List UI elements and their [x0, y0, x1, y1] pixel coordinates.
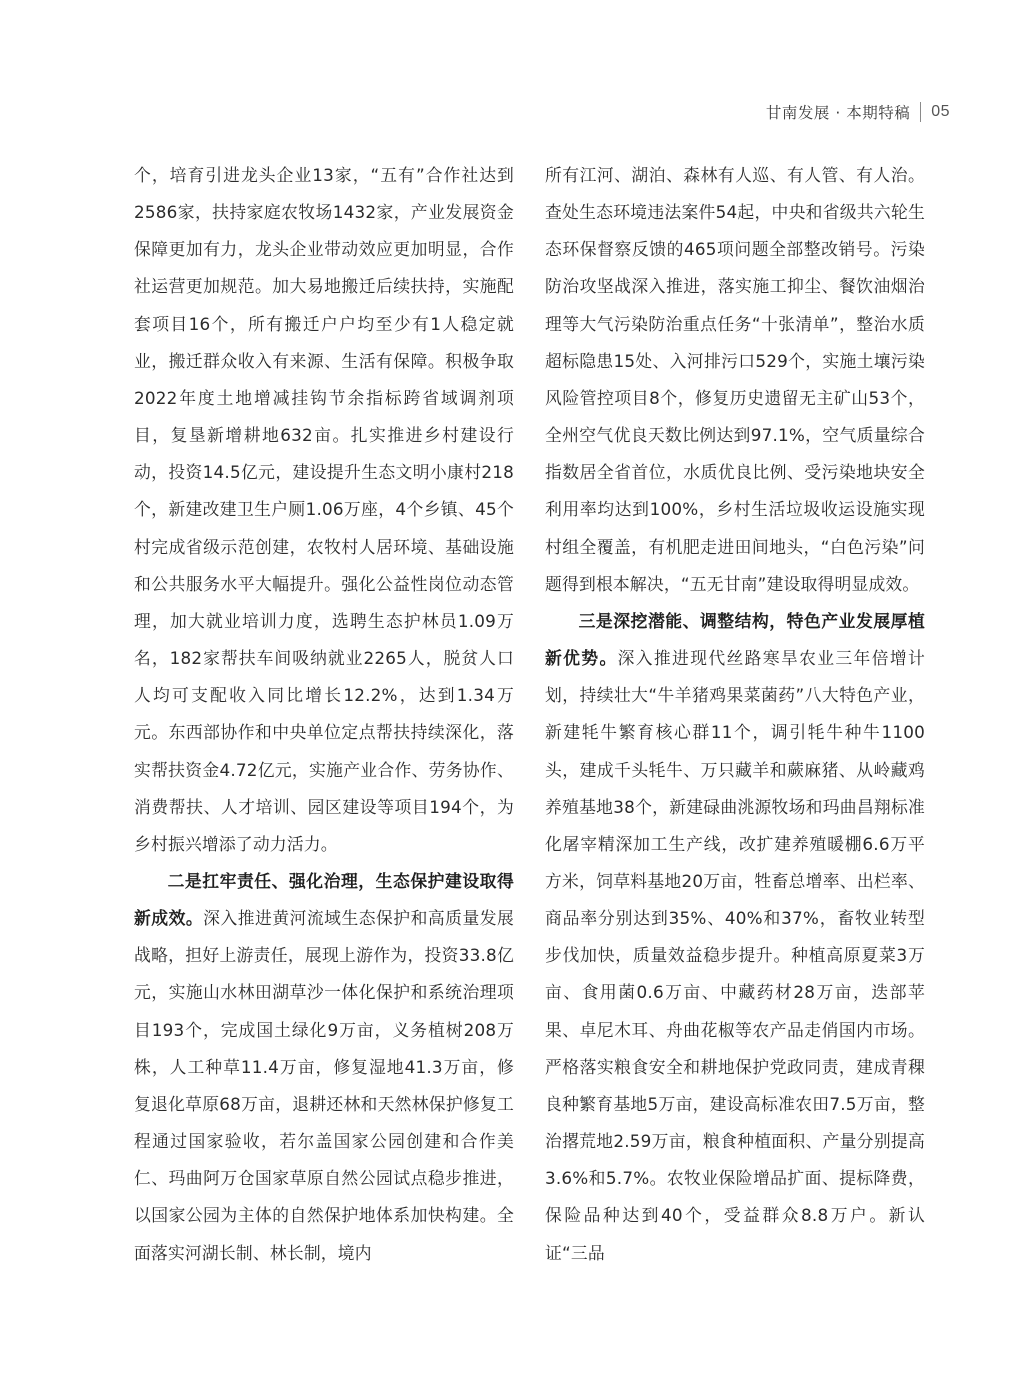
left-paragraph-2 [134, 863, 514, 1272]
header-divider [920, 102, 921, 122]
right-paragraph-1: 所有江河、湖泊、森林有人巡、有人管、有人治。查处生态环境违法案件54起，中央和省级共六轮生态环保督察反馈的465项问题全部整改销号。污染防治攻坚战深入推进，落实施工抑尘、餐饮油烟治理等大气污染防治重点任务“十张清单”，整治水质超标隐患15处、入河排污口529个，实施土壤污染风险管控项目8个，修复历史遗留无主矿山53个，全州空气优良天数比例达到97.1%，空气质量综合指数居全省首位，水质优良比例、受污染地块安全利用率均达到100%，乡村生活垃圾收运设施实现村组全覆盖，有机肥走进田间地头，“白色污染”问题得到根本解决，“五无甘南”建设取得明显成效。 [545, 165, 925, 594]
section-heading-three: 三是深挖潜能、调整结构，特色产业发展厚植新优势。 [545, 610, 925, 669]
right-column [545, 157, 925, 1272]
section-title: 甘南发展 · 本期特稿 [765, 104, 911, 122]
section-body-three: 深入推进现代丝路寒旱农业三年倍增计划，持续壮大“牛羊猪鸡果菜菌药”八大特色产业，新建牦牛繁育核心群11个，调引牦牛种牛1100头，建成千头牦牛、万只藏羊和蕨麻猪、从岭藏鸡养殖基地38个，新建碌曲洮源牧场和玛曲昌翔标准化屠宰精深加工生产线，改扩建养殖暖棚6.6万平方米，饲草料基地20万亩，牲畜总增率、出栏率、商品率分别达到35%、40%和37%，畜牧业转型步伐加快，质量效益稳步提升。种植高原夏菜3万亩、食用菌0.6万亩、中藏药材28万亩，迭部苹果、卓尼木耳、舟曲花椒等农产品走俏国内市场。严格落实粮食安全和耕地保护党政同责，建成青稞良种繁育基地5万亩，建设高标准农田7.5万亩，整治撂荒地2.59万亩，粮食种植面积、产量分别提高3.6%和5.7%。农牧业保险增品扩面、提标降费，保险品种达到40个，受益群众8.8万户。新认证“三品 [545, 648, 925, 1263]
left-column [134, 157, 514, 1272]
left-paragraph-1: 个，培育引进龙头企业13家，“五有”合作社达到2586家，扶持家庭农牧场1432家，产业发展资金保障更加有力，龙头企业带动效应更加明显，合作社运营更加规范。加大易地搬迁后续扶持，实施配套项目16个，所有搬迁户户均至少有1人稳定就业，搬迁群众收入有来源、生活有保障。积极争取2022年度土地增减挂钩节余指标跨省域调剂项目，复垦新增耕地632亩。扎实推进乡村建设行动，投资14.5亿元，建设提升生态文明小康村218个，新建改建卫生户厕1.06万座，4个乡镇、45个村完成省级示范创建，农牧村人居环境、基础设施和公共服务水平大幅提升。强化公益性岗位动态管理，加大就业培训力度，选聘生态护林员1.09万名，182家帮扶车间吸纳就业2265人，脱贫人口人均可支配收入同比增长12.2%，达到1.34万元。东西部协作和中央单位定点帮扶持续深化，落实帮扶资金4.72亿元，实施产业合作、劳务协作、消费帮扶、人才培训、园区建设等项目194个，为乡村振兴增添了动力活力。 [134, 165, 514, 854]
page-number: 05 [931, 103, 950, 120]
right-paragraph-2 [545, 603, 925, 1272]
running-header [766, 98, 950, 126]
section-heading-two: 二是扛牢责任、强化治理，生态保护建设取得新成效。 [134, 870, 514, 929]
section-body-two: 深入推进黄河流域生态保护和高质量发展战略，担好上游责任，展现上游作为，投资33.8亿元，实施山水林田湖草沙一体化保护和系统治理项目193个，完成国土绿化9万亩，义务植树208万株，人工种草11.4万亩，修复湿地41.3万亩，修复退化草原68万亩，退耕还林和天然林保护修复工程通过国家验收，若尔盖国家公园创建和合作美仁、玛曲阿万仓国家草原自然公园试点稳步推进，以国家公园为主体的自然保护地体系加快构建。全面落实河湖长制、林长制，境内 [134, 908, 514, 1263]
